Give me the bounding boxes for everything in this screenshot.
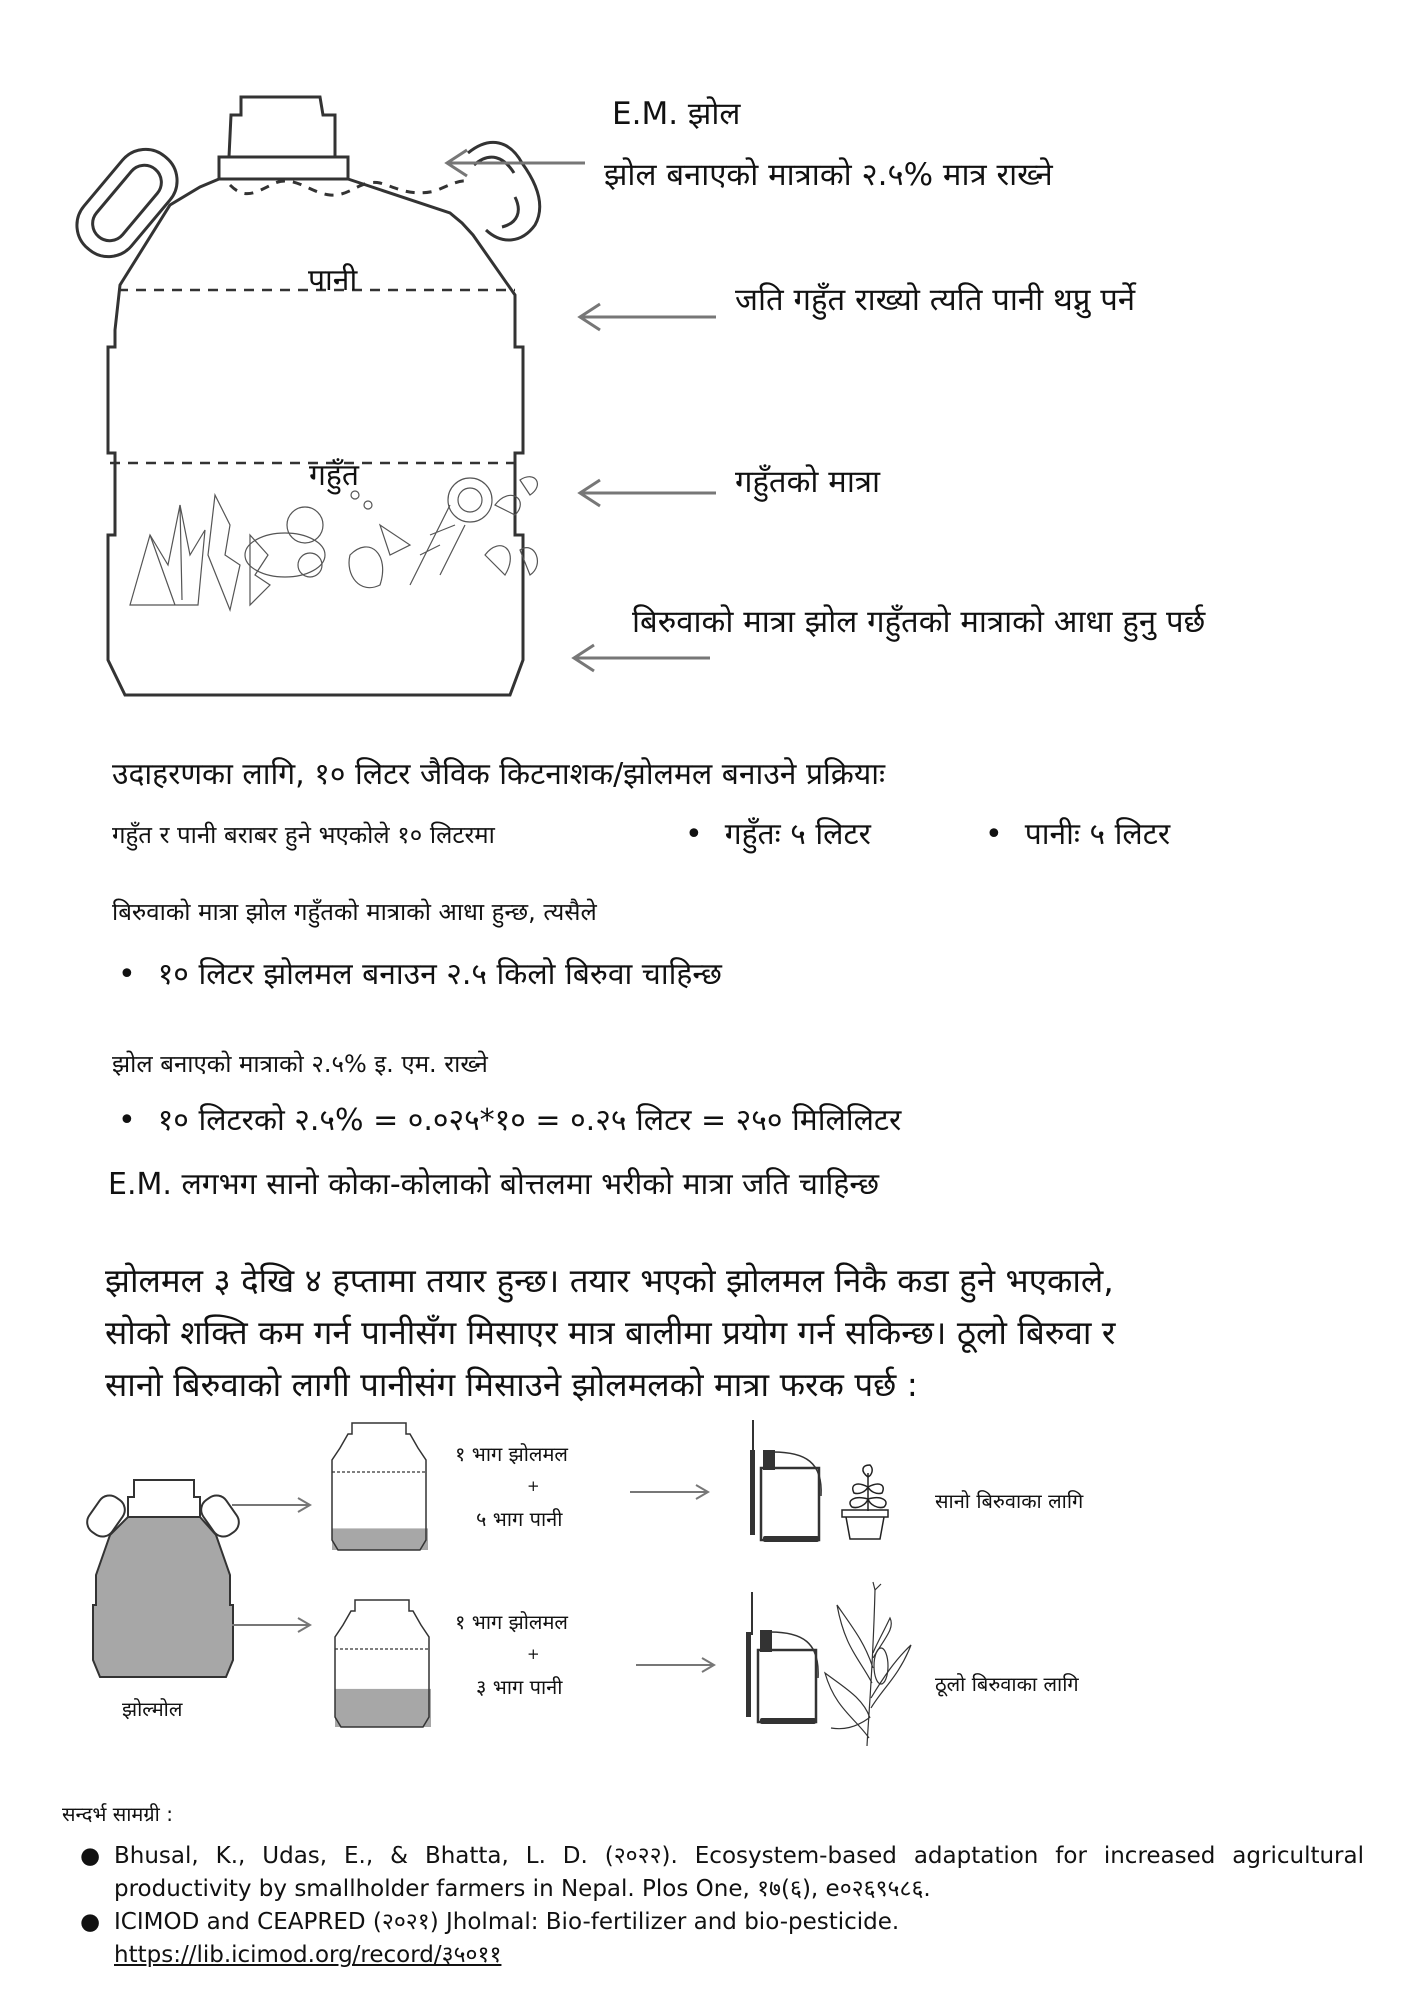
urine-amount: • गहुँतः ५ लिटर xyxy=(685,812,871,853)
sprayer-icon xyxy=(742,1590,822,1730)
small-mix-bottle xyxy=(330,1420,430,1555)
em-line: झोल बनाएको मात्राको २.५% इ. एम. राख्ने xyxy=(112,1050,488,1078)
sprayer-icon xyxy=(745,1418,825,1548)
arrow-to-small-mix xyxy=(232,1495,312,1515)
plant-material xyxy=(130,477,537,610)
plant-line: बिरुवाको मात्रा झोल गहुँतको मात्राको आधा हुन्छ, त्यसैले xyxy=(112,898,597,926)
jar-body xyxy=(108,179,523,695)
arrow-to-small-sprayer xyxy=(630,1482,710,1502)
large-mix-line1: १ भाग झोलमल xyxy=(455,1610,568,1634)
usage-paragraph: झोलमल ३ देखि ४ हप्तामा तयार हुन्छ। तयार भएको झोलमल निकै कडा हुने भएकाले, सोको शक्ति कम गर्न पानीसँग मिसाएर मात्र बालीमा प्रयोग गर्न सकिन्छ। ठूलो बिरुवा र सानो बिरुवाको लागी पानीसंग मिसाउने झोलमलको मात्रा फरक पर्छ : xyxy=(105,1261,1116,1404)
big-jar-label: झोल्मोल xyxy=(122,1697,183,1721)
arrow-to-large-mix xyxy=(232,1615,312,1635)
reference-item xyxy=(62,1840,1364,1906)
bullet-icon: ● xyxy=(80,1909,101,1935)
arrow-water xyxy=(578,302,718,332)
potted-plant-icon xyxy=(840,1463,900,1543)
arrow-plant xyxy=(572,643,712,673)
jar-illustration xyxy=(90,85,560,725)
big-jar-icon xyxy=(88,1475,238,1675)
example-heading: उदाहरणका लागि, १० लिटर जैविक किटनाशक/झोलमल बनाउने प्रक्रियाः xyxy=(112,757,886,792)
references-list xyxy=(62,1840,1364,1972)
bullet-icon: ● xyxy=(80,1843,101,1869)
em-note: झोल बनाएको मात्राको २.५% मात्र राख्ने xyxy=(604,157,1053,193)
plant-note: बिरुवाको मात्रा झोल गहुँतको मात्राको आधा हुनु पर्छ xyxy=(632,604,1206,640)
em-title: E.M. झोल xyxy=(612,96,741,132)
reference-text: ICIMOD and CEAPRED (२०२१) Jholmal: Bio-fertilizer and bio-pesticide. xyxy=(114,1909,900,1935)
reference-link[interactable]: https://lib.icimod.org/record/३५०११ xyxy=(114,1942,502,1968)
arrow-to-large-sprayer xyxy=(636,1655,716,1675)
small-plant-target: सानो बिरुवाका लागि xyxy=(935,1489,1084,1513)
em-level-line xyxy=(230,181,468,195)
corn-plant-icon xyxy=(825,1588,915,1748)
large-mix-plus: + xyxy=(527,1645,540,1663)
reference-text: Bhusal, K., Udas, E., & Bhatta, L. D. (२०२२). Ecosystem-based adaptation for increased agricultural productivity by smallholder farmers in Nepal. Plos One, १७(६), e०२६९५८६. xyxy=(114,1843,1364,1902)
small-mix-line1: १ भाग झोलमल xyxy=(455,1442,568,1466)
urine-label: गहुँत xyxy=(309,458,359,493)
bottle-fill xyxy=(335,1689,431,1727)
small-mix-line2: ५ भाग पानी xyxy=(476,1507,563,1531)
equal-line: गहुँत र पानी बराबर हुने भएकोले १० लिटरमा xyxy=(112,821,495,849)
large-plant-target: ठूलो बिरुवाका लागि xyxy=(935,1672,1079,1696)
em-bottle-line: E.M. लगभग सानो कोका-कोलाको बोत्तलमा भरीको मात्रा जति चाहिन्छ xyxy=(108,1167,879,1202)
water-label: पानी xyxy=(308,263,358,298)
large-mix-line2: ३ भाग पानी xyxy=(476,1675,563,1699)
arrow-urine xyxy=(578,478,718,508)
jar-cap xyxy=(229,97,335,157)
reference-item xyxy=(62,1906,1364,1972)
em-bullet: • १० लिटरको २.५% = ०.०२५*१० = ०.२५ लिटर = २५० मिलिलिटर xyxy=(118,1098,901,1139)
urine-note: गहुँतको मात्रा xyxy=(735,464,880,500)
plant-bullet: • १० लिटर झोलमल बनाउन २.५ किलो बिरुवा चाहिन्छ xyxy=(118,952,722,993)
references-heading: सन्दर्भ सामग्री : xyxy=(62,1802,173,1826)
water-note: जति गहुँत राख्यो त्यति पानी थप्नु पर्ने xyxy=(735,282,1136,318)
bottle-fill xyxy=(332,1528,428,1550)
large-mix-bottle xyxy=(333,1597,433,1732)
big-jar-fill xyxy=(93,1517,233,1677)
arrow-em xyxy=(445,148,585,178)
water-amount: • पानीः ५ लिटर xyxy=(985,812,1170,853)
small-mix-plus: + xyxy=(527,1477,540,1495)
